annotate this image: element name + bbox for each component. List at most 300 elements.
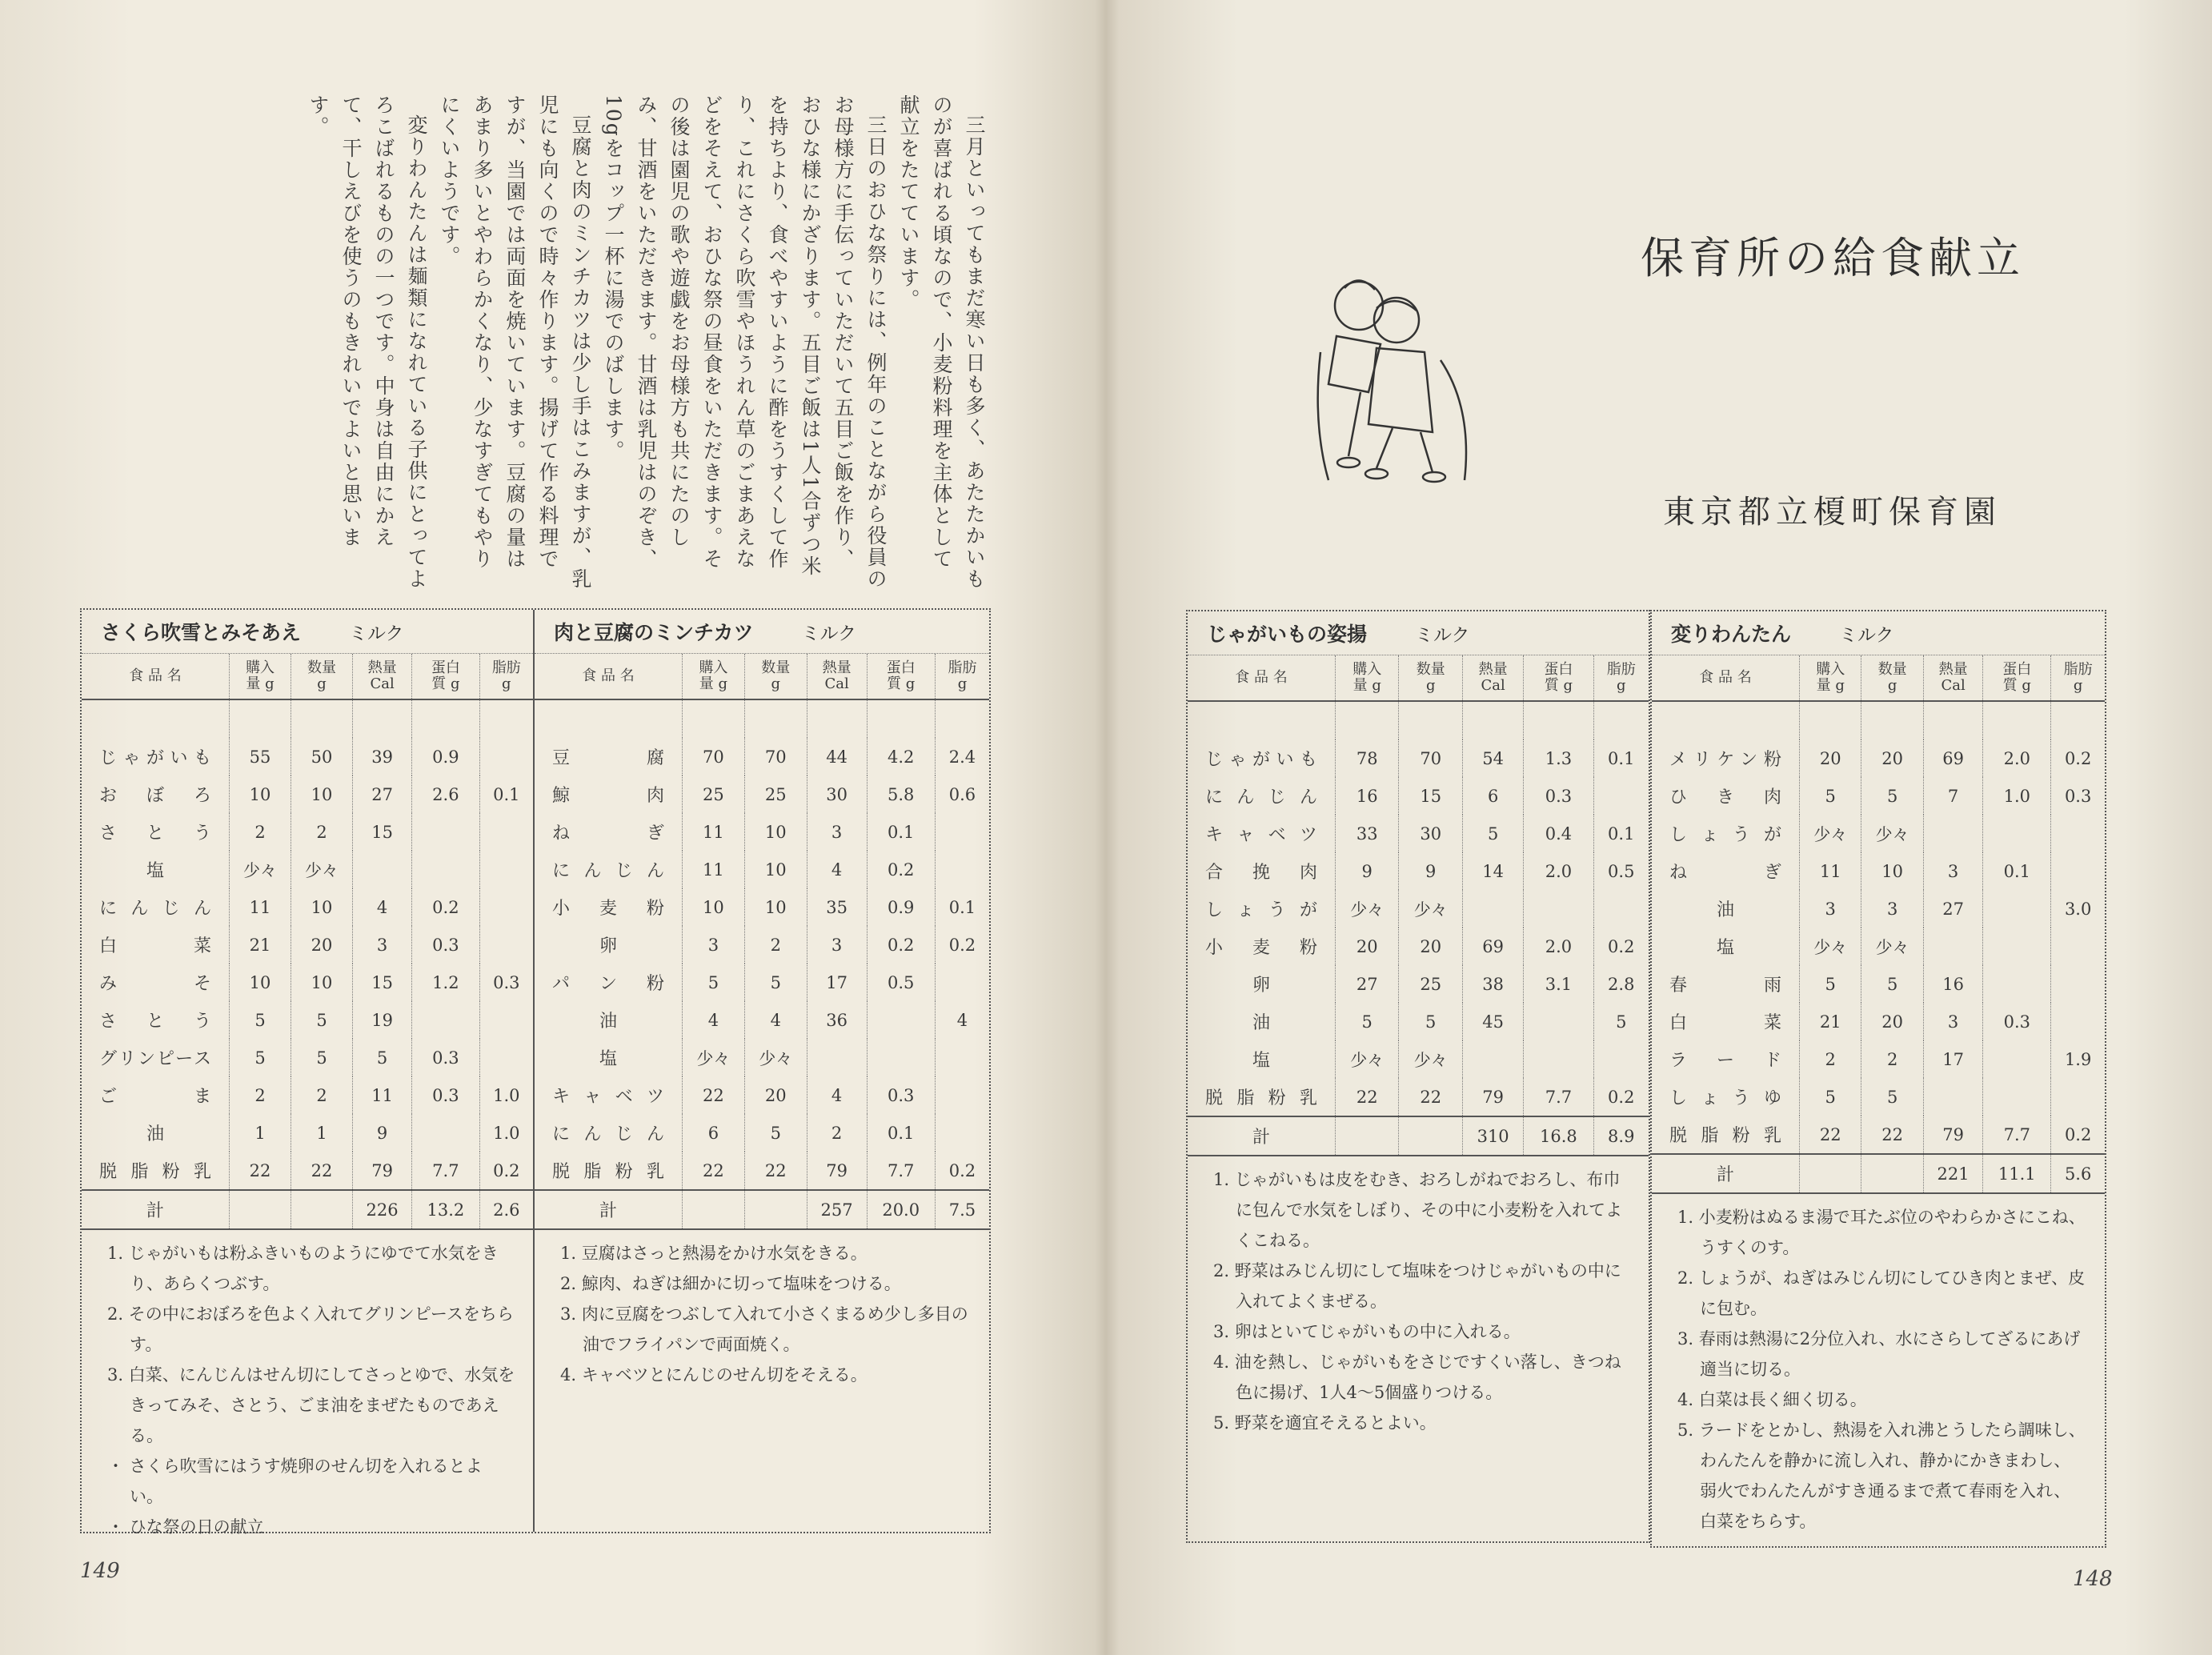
total-value: 5.6 xyxy=(2051,1154,2105,1193)
ingredient-name: キャベツ xyxy=(1188,815,1336,852)
nutrition-value xyxy=(935,964,989,1001)
column-header: 脂肪 g xyxy=(479,654,533,699)
page-number-left: 149 xyxy=(80,1559,120,1583)
nutrition-value: 0.3 xyxy=(2064,786,2092,806)
nutrition-value: 4 xyxy=(744,1001,807,1039)
table-row xyxy=(1188,815,1649,852)
nutrition-value: 0.2 xyxy=(948,935,976,955)
nutrition-value: 20 xyxy=(1399,928,1462,965)
ingredient-name: にんじん xyxy=(82,888,230,926)
nutrition-value: 5 xyxy=(1399,1003,1462,1040)
nutrition-value: 17 xyxy=(807,964,867,1001)
nutrition-value: 2.0 xyxy=(1524,928,1593,965)
nutrition-value xyxy=(2051,1003,2105,1040)
nutrition-value: 70 xyxy=(744,738,807,775)
nutrition-value: 1.0 xyxy=(493,1123,520,1143)
nutrition-value: 15 xyxy=(353,964,412,1001)
nutrition-value: 7.7 xyxy=(412,1152,480,1190)
nutrition-value xyxy=(479,888,533,926)
nutrition-value: 2 xyxy=(807,1114,867,1152)
nutrition-value: 22 xyxy=(1336,1078,1399,1116)
nutrition-value: 2 xyxy=(744,926,807,964)
nutrition-value: 10 xyxy=(744,888,807,926)
nutrition-value xyxy=(412,813,480,851)
ingredient-name: にんじん xyxy=(1188,777,1336,815)
nutrition-value xyxy=(1593,1040,1649,1078)
table-row xyxy=(1188,890,1649,928)
nutrition-value: 10 xyxy=(683,888,745,926)
note-item: ・ ひな祭の日の献立 xyxy=(107,1517,264,1537)
total-value xyxy=(744,1190,807,1229)
total-value: 221 xyxy=(1923,1154,1982,1193)
total-value: 310 xyxy=(1462,1116,1523,1156)
nutrition-value: 16 xyxy=(1336,777,1399,815)
table-row xyxy=(1652,739,2105,777)
ingredient-name: 塩 xyxy=(1652,928,1800,965)
preparation-notes xyxy=(1188,1156,1649,1438)
nutrition-value: 33 xyxy=(1336,815,1399,852)
column-header: 蛋白 質 g xyxy=(867,654,935,699)
nutrition-value: 10 xyxy=(744,851,807,888)
ingredient-name: 小 麦 粉 xyxy=(1188,928,1336,965)
total-row xyxy=(82,1190,533,1229)
nutrition-value: 少々 xyxy=(291,851,353,888)
nutrition-value: 0.1 xyxy=(867,813,935,851)
nutrition-value: 0.9 xyxy=(412,738,480,775)
table-row xyxy=(535,738,989,775)
nutrition-value: 20 xyxy=(1861,1003,1923,1040)
table-row xyxy=(82,813,533,851)
column-header: 脂肪 g xyxy=(1593,655,1649,701)
table-row xyxy=(1188,852,1649,890)
children-illustration xyxy=(1312,264,1497,488)
nutrition-value: 70 xyxy=(1399,739,1462,777)
nutrition-value: 0.1 xyxy=(867,1114,935,1152)
nutrition-value: 22 xyxy=(1800,1116,1861,1154)
nutrition-value: 5 xyxy=(1800,1078,1861,1116)
nutrition-value: 11 xyxy=(353,1076,412,1114)
total-value: 11.1 xyxy=(1983,1154,2051,1193)
nutrition-value: 0.1 xyxy=(493,784,520,804)
column-header: 食 品 名 xyxy=(535,654,683,699)
nutrition-value xyxy=(412,1114,480,1152)
page-number-right: 148 xyxy=(2073,1567,2113,1591)
ingredient-name: 豆 腐 xyxy=(535,738,683,775)
nutrition-value xyxy=(1462,1040,1523,1078)
column-header: 蛋白 質 g xyxy=(412,654,480,699)
ingredient-name: 卵 xyxy=(535,926,683,964)
nutrition-value: 1 xyxy=(230,1114,291,1152)
total-row xyxy=(1652,1154,2105,1193)
column-header: 食 品 名 xyxy=(1652,655,1800,701)
nutrition-value: 20 xyxy=(1336,928,1399,965)
ingredient-name: じゃがいも xyxy=(82,738,230,775)
dish-title xyxy=(535,610,989,654)
table-row xyxy=(535,1039,989,1076)
note-item: 2. しょうが、ねぎはみじん切にしてひき肉とまぜ、皮に包む。 xyxy=(1677,1268,2086,1318)
ingredient-name: 油 xyxy=(1188,1003,1336,1040)
nutrition-value: 0.2 xyxy=(867,926,935,964)
nutrition-value: 0.1 xyxy=(1983,852,2051,890)
nutrition-value: 5 xyxy=(353,1039,412,1076)
nutrition-value: 5.8 xyxy=(867,775,935,813)
nutrition-value: 0.1 xyxy=(948,897,976,917)
note-item: 1. 小麦粉はぬるま湯で耳たぶ位のやわらかさにこね、うすくのす。 xyxy=(1677,1208,2086,1257)
nutrition-value: 2.0 xyxy=(1524,852,1593,890)
total-value: 8.9 xyxy=(1593,1116,1649,1156)
ingredient-name: ひ き 肉 xyxy=(1652,777,1800,815)
nutrition-value: 20 xyxy=(291,926,353,964)
preparation-notes xyxy=(1652,1194,2105,1537)
ingredient-name: 卵 xyxy=(1188,965,1336,1003)
nutrition-value: 7.7 xyxy=(867,1152,935,1190)
table-row xyxy=(1652,777,2105,815)
column-header: 脂肪 g xyxy=(935,654,989,699)
nutrition-value: 70 xyxy=(683,738,745,775)
nutrition-value xyxy=(1524,1040,1593,1078)
nutrition-value: 1.9 xyxy=(2064,1049,2092,1069)
nutrition-value xyxy=(479,926,533,964)
nutrition-value xyxy=(1983,965,2051,1003)
ingredient-name: しょうが xyxy=(1652,815,1800,852)
total-value: 226 xyxy=(353,1190,412,1229)
nutrition-value: 20 xyxy=(1861,739,1923,777)
table-row xyxy=(1652,890,2105,928)
ingredient-name: 塩 xyxy=(535,1039,683,1076)
preparation-notes xyxy=(82,1230,533,1542)
nutrition-value: 5 xyxy=(1861,1078,1923,1116)
prose-paragraph: 変りわんたんは麺類になれている子供にとってよろこばれるものの一つです。中身は自由にかえて、干しえびを使うのもきれいでよいと思います。 xyxy=(307,94,428,590)
nutrition-value: 6 xyxy=(683,1114,745,1152)
nutrition-value: 5 xyxy=(744,1114,807,1152)
nutrition-value xyxy=(1983,1040,2051,1078)
nutrition-value: 17 xyxy=(1923,1040,1982,1078)
ingredient-name: パ ン 粉 xyxy=(535,964,683,1001)
column-header: 購入 量 g xyxy=(683,654,745,699)
table-row xyxy=(82,1114,533,1152)
nutrition-value xyxy=(1462,890,1523,928)
total-label: 計 xyxy=(1652,1154,1800,1193)
nutrition-value: 79 xyxy=(1462,1078,1523,1116)
nutrition-value: 25 xyxy=(683,775,745,813)
nutrition-value: 79 xyxy=(353,1152,412,1190)
nutrition-value: 0.9 xyxy=(867,888,935,926)
nutrition-value: 4 xyxy=(956,1010,968,1030)
nutrition-value: 少々 xyxy=(1399,1040,1462,1078)
nutrition-value: 少々 xyxy=(1861,928,1923,965)
table-row xyxy=(535,1114,989,1152)
nutrition-value: 3 xyxy=(1923,1003,1982,1040)
table-row xyxy=(82,1039,533,1076)
ingredient-name: ラ ー ド xyxy=(1652,1040,1800,1078)
note-item: 1. 豆腐はさっと熱湯をかけ水気をきる。 xyxy=(560,1244,868,1263)
nutrition-value xyxy=(807,1039,867,1076)
nutrition-value xyxy=(2051,965,2105,1003)
ingredient-name: ね ぎ xyxy=(1652,852,1800,890)
nutrition-value xyxy=(1983,890,2051,928)
column-header: 数量 g xyxy=(291,654,353,699)
nutrition-value: 30 xyxy=(1399,815,1462,852)
column-header: 数量 g xyxy=(1861,655,1923,701)
nutrition-value xyxy=(479,813,533,851)
table-row xyxy=(1652,852,2105,890)
ingredient-name: グリンピース xyxy=(82,1039,230,1076)
nutrition-value: 7.7 xyxy=(1524,1078,1593,1116)
nutrition-value: 0.2 xyxy=(867,851,935,888)
ingredient-name: 塩 xyxy=(1188,1040,1336,1078)
nutrition-value: 少々 xyxy=(1399,890,1462,928)
ingredient-name: ね ぎ xyxy=(535,813,683,851)
total-value xyxy=(1336,1116,1399,1156)
nutrition-value: 20 xyxy=(1800,739,1861,777)
nutrition-value: 3 xyxy=(1800,890,1861,928)
nutrition-value xyxy=(1923,928,1982,965)
nutrition-value: 36 xyxy=(807,1001,867,1039)
nutrition-value: 6 xyxy=(1462,777,1523,815)
nutrition-table xyxy=(1188,655,1649,1156)
nutrition-value xyxy=(935,1076,989,1114)
nutrition-value xyxy=(1923,815,1982,852)
nutrition-value xyxy=(935,1039,989,1076)
nutrition-value xyxy=(1524,1003,1593,1040)
nutrition-value: 2 xyxy=(291,1076,353,1114)
ingredient-name: おぼろ xyxy=(82,775,230,813)
ingredient-name: 脱脂粉乳 xyxy=(1188,1078,1336,1116)
nutrition-value: 0.2 xyxy=(2064,748,2092,768)
nutrition-value: 0.3 xyxy=(412,1076,480,1114)
nutrition-value: 0.3 xyxy=(1524,777,1593,815)
nutrition-value: 19 xyxy=(353,1001,412,1039)
note-item: 1. じゃがいもは皮をむき、おろしがねでおろし、布巾に包んで水気をしぼり、その中に小麦粉を入れてよくこねる。 xyxy=(1213,1170,1622,1250)
nutrition-value: 0.3 xyxy=(412,926,480,964)
total-value: 7.5 xyxy=(935,1190,989,1229)
nutrition-value: 5 xyxy=(230,1001,291,1039)
nutrition-value: 50 xyxy=(291,738,353,775)
nutrition-value: 3.1 xyxy=(1524,965,1593,1003)
nutrition-value: 3 xyxy=(683,926,745,964)
table-row xyxy=(1188,1040,1649,1078)
total-row xyxy=(535,1190,989,1229)
nutrition-value xyxy=(2051,852,2105,890)
nutrition-value: 少々 xyxy=(744,1039,807,1076)
school-name: 東京都立榎町保育園 xyxy=(1663,494,2002,531)
total-value xyxy=(291,1190,353,1229)
dish-panel-mincecutlet xyxy=(535,610,989,1532)
ingredient-name: にんじん xyxy=(535,851,683,888)
table-row xyxy=(535,775,989,813)
nutrition-value: 35 xyxy=(807,888,867,926)
dish-drink: ミルク xyxy=(349,623,404,644)
nutrition-value: 5 xyxy=(1616,1012,1627,1032)
nutrition-value: 少々 xyxy=(230,851,291,888)
ingredient-name: 小 麦 粉 xyxy=(535,888,683,926)
nutrition-value: 3 xyxy=(1861,890,1923,928)
nutrition-value: 2 xyxy=(1800,1040,1861,1078)
nutrition-value: 0.2 xyxy=(948,1160,976,1180)
nutrition-value: 78 xyxy=(1336,739,1399,777)
table-row xyxy=(535,1001,989,1039)
table-row xyxy=(535,964,989,1001)
column-header: 購入 量 g xyxy=(1800,655,1861,701)
nutrition-value: 2.0 xyxy=(1983,739,2051,777)
nutrition-value xyxy=(935,851,989,888)
nutrition-value: 2 xyxy=(291,813,353,851)
nutrition-value xyxy=(867,1001,935,1039)
table-row xyxy=(82,964,533,1001)
nutrition-value: 10 xyxy=(1861,852,1923,890)
table-row xyxy=(82,926,533,964)
nutrition-value: 22 xyxy=(744,1152,807,1190)
nutrition-value: 少々 xyxy=(1800,928,1861,965)
nutrition-value: 1.3 xyxy=(1524,739,1593,777)
nutrition-value: 1.0 xyxy=(493,1085,520,1105)
nutrition-value xyxy=(2051,928,2105,965)
total-label: 計 xyxy=(82,1190,230,1229)
total-value xyxy=(1399,1116,1462,1156)
nutrition-value: 少々 xyxy=(1336,890,1399,928)
nutrition-value: 5 xyxy=(230,1039,291,1076)
table-row xyxy=(1652,1003,2105,1040)
column-header: 熱量 Cal xyxy=(1462,655,1523,701)
table-row xyxy=(1652,1040,2105,1078)
nutrition-value: 38 xyxy=(1462,965,1523,1003)
column-header: 熱量 Cal xyxy=(807,654,867,699)
nutrition-value: 39 xyxy=(353,738,412,775)
column-header: 数量 g xyxy=(744,654,807,699)
total-label: 計 xyxy=(1188,1116,1336,1156)
nutrition-value xyxy=(479,1001,533,1039)
dish-name: さくら吹雪とみそあえ xyxy=(101,621,302,644)
table-row xyxy=(1188,965,1649,1003)
nutrition-value: 10 xyxy=(230,964,291,1001)
nutrition-value: 11 xyxy=(683,851,745,888)
nutrition-value: 7 xyxy=(1923,777,1982,815)
column-header: 食 品 名 xyxy=(1188,655,1336,701)
dish-drink: ミルク xyxy=(1415,624,1470,646)
note-item: 3. 肉に豆腐をつぶして入れて小さくまるめ少し多目の油でフライパンで両面焼く。 xyxy=(560,1304,968,1354)
ingredient-name: しょうが xyxy=(1188,890,1336,928)
nutrition-value: 11 xyxy=(1800,852,1861,890)
nutrition-value xyxy=(2051,815,2105,852)
column-header: 熱量 Cal xyxy=(1923,655,1982,701)
nutrition-value: 20 xyxy=(744,1076,807,1114)
nutrition-value: 21 xyxy=(1800,1003,1861,1040)
nutrition-value: 3 xyxy=(807,926,867,964)
nutrition-value: 1 xyxy=(291,1114,353,1152)
nutrition-value: 16 xyxy=(1923,965,1982,1003)
nutrition-value: 79 xyxy=(807,1152,867,1190)
nutrition-value: 0.6 xyxy=(948,784,976,804)
nutrition-value: 22 xyxy=(230,1152,291,1190)
total-value: 20.0 xyxy=(867,1190,935,1229)
nutrition-value xyxy=(1983,815,2051,852)
total-value xyxy=(683,1190,745,1229)
nutrition-value: 2.6 xyxy=(412,775,480,813)
nutrition-value: 3 xyxy=(1923,852,1982,890)
ingredient-name: 油 xyxy=(82,1114,230,1152)
note-item: 2. その中におぼろを色よく入れてグリンピースをちらす。 xyxy=(107,1304,514,1354)
table-row xyxy=(535,851,989,888)
nutrition-value: 4 xyxy=(807,1076,867,1114)
nutrition-value: 0.2 xyxy=(412,888,480,926)
nutrition-value: 0.5 xyxy=(1608,861,1635,881)
total-row xyxy=(1188,1116,1649,1156)
note-item: 2. 鯨肉、ねぎは細かに切って塩味をつける。 xyxy=(560,1274,901,1293)
note-item: 3. 卵はといてじゃがいもの中に入れる。 xyxy=(1213,1322,1521,1341)
ingredient-name: 白 菜 xyxy=(82,926,230,964)
table-row xyxy=(82,1001,533,1039)
nutrition-value: 10 xyxy=(291,775,353,813)
nutrition-value: 7.7 xyxy=(1983,1116,2051,1154)
nutrition-value xyxy=(2051,1078,2105,1116)
nutrition-value: 54 xyxy=(1462,739,1523,777)
nutrition-value xyxy=(1923,1078,1982,1116)
note-item: 4. キャベツとにんじのせん切をそえる。 xyxy=(560,1365,868,1385)
nutrition-value: 少々 xyxy=(1861,815,1923,852)
nutrition-value xyxy=(1593,890,1649,928)
ingredient-name: さとう xyxy=(82,813,230,851)
dish-name: 肉と豆腐のミンチカツ xyxy=(554,621,754,644)
dish-panel-sakura xyxy=(82,610,535,1537)
nutrition-value: 0.3 xyxy=(1983,1003,2051,1040)
nutrition-value: 5 xyxy=(1462,815,1523,852)
nutrition-value xyxy=(935,1114,989,1152)
total-label: 計 xyxy=(535,1190,683,1229)
nutrition-value: 4 xyxy=(353,888,412,926)
nutrition-value: 27 xyxy=(1336,965,1399,1003)
nutrition-table xyxy=(82,654,533,1230)
nutrition-table xyxy=(1652,655,2105,1194)
column-header: 購入 量 g xyxy=(1336,655,1399,701)
dish-drink: ミルク xyxy=(801,623,857,644)
table-row xyxy=(1652,815,2105,852)
ingredient-name: 白 菜 xyxy=(1652,1003,1800,1040)
note-item: 4. 白菜は長く細く切る。 xyxy=(1677,1390,1867,1409)
table-row xyxy=(1652,965,2105,1003)
nutrition-value xyxy=(479,738,533,775)
ingredient-name: 油 xyxy=(1652,890,1800,928)
nutrition-value: 2.8 xyxy=(1608,974,1635,994)
ingredient-name: 脱脂粉乳 xyxy=(1652,1116,1800,1154)
nutrition-value: 0.2 xyxy=(493,1160,520,1180)
nutrition-value: 0.2 xyxy=(1608,1087,1635,1107)
ingredient-name: じゃがいも xyxy=(1188,739,1336,777)
dish-title xyxy=(1188,611,1649,655)
note-item: 5. ラードをとかし、熱湯を入れ沸とうしたら調味し、わんたんを静かに流し入れ、静かにかきまわし、弱火でわんたんがすき通るまで煮て春雨を入れ、白菜をちらす。 xyxy=(1677,1421,2086,1531)
nutrition-value: 9 xyxy=(1336,852,1399,890)
nutrition-value: 5 xyxy=(1861,777,1923,815)
nutrition-value: 2.4 xyxy=(948,747,976,767)
table-row xyxy=(1652,1116,2105,1154)
nutrition-value: 15 xyxy=(353,813,412,851)
column-header: 購入 量 g xyxy=(230,654,291,699)
nutrition-value: 0.3 xyxy=(867,1076,935,1114)
nutrition-value: 少々 xyxy=(1800,815,1861,852)
nutrition-value: 4 xyxy=(683,1001,745,1039)
note-item: 4. 油を熱し、じゃがいもをさじですくい落し、きつね色に揚げ、1人4〜5個盛りつける。 xyxy=(1213,1352,1621,1402)
preparation-notes xyxy=(535,1230,989,1390)
nutrition-value xyxy=(1593,777,1649,815)
nutrition-value: 3.0 xyxy=(2064,899,2092,919)
nutrition-value: 1.2 xyxy=(412,964,480,1001)
ingredient-name: 春 雨 xyxy=(1652,965,1800,1003)
table-row xyxy=(1188,739,1649,777)
nutrition-value: 55 xyxy=(230,738,291,775)
nutrition-value: 0.2 xyxy=(1608,936,1635,956)
nutrition-value: 10 xyxy=(291,964,353,1001)
nutrition-value xyxy=(935,813,989,851)
nutrition-value: 9 xyxy=(353,1114,412,1152)
